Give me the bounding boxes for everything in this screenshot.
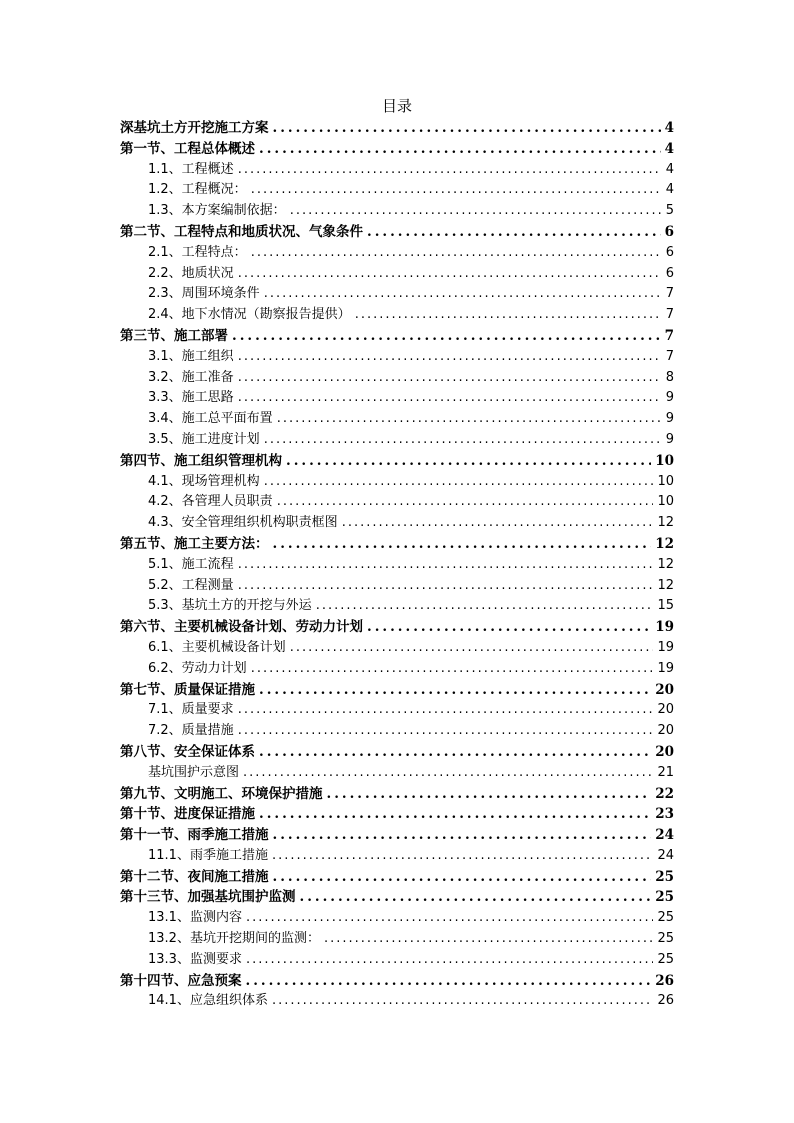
- toc-entry-title: 第十三节、加强基坑围护监测: [120, 889, 296, 906]
- toc-subsection-entry[interactable]: [120, 201, 674, 222]
- toc-dot-leader: [238, 576, 654, 597]
- toc-entry-title: 第二节、工程特点和地质状况、气象条件: [120, 223, 363, 240]
- toc-dot-leader: [232, 326, 661, 347]
- toc-page-number: 20: [655, 681, 674, 698]
- toc-entry-title: 第一节、工程总体概述: [120, 140, 255, 157]
- toc-page-number: 19: [657, 660, 674, 676]
- toc-subsection-entry[interactable]: [120, 180, 674, 201]
- toc-subsection-entry[interactable]: [120, 264, 674, 285]
- toc-dot-leader: [342, 513, 654, 534]
- toc-entry-title: 2.3、周围环境条件: [148, 286, 260, 302]
- toc-section-entry[interactable]: [120, 867, 674, 888]
- toc-entry-title: 3.3、施工思路: [148, 390, 234, 406]
- toc-dot-leader: [251, 243, 662, 264]
- toc-page-number: 20: [657, 702, 674, 718]
- toc-entry-title: 2.1、工程特点：: [148, 244, 247, 260]
- toc-page-number: 4: [665, 182, 674, 198]
- toc-entry-title: 第七节、质量保证措施: [120, 681, 255, 698]
- toc-section-entry[interactable]: [120, 742, 674, 763]
- toc-dot-leader: [259, 680, 651, 701]
- toc-page-number: 9: [665, 390, 674, 406]
- toc-page-number: 12: [655, 535, 674, 552]
- toc-dot-leader: [259, 139, 661, 160]
- toc-dot-leader: [290, 201, 662, 222]
- toc-page-number: 21: [657, 764, 674, 780]
- toc-subsection-entry[interactable]: [120, 347, 674, 368]
- toc-section-entry[interactable]: [120, 326, 674, 347]
- toc-subsection-entry[interactable]: [120, 929, 674, 950]
- toc-page-number: 20: [655, 743, 674, 760]
- toc-dot-leader: [277, 409, 662, 430]
- toc-dot-leader: [316, 596, 654, 617]
- toc-dot-leader: [272, 991, 654, 1012]
- table-of-contents: [120, 118, 674, 1012]
- toc-section-entry[interactable]: [120, 680, 674, 701]
- toc-entry-title: 深基坑土方开挖施工方案: [120, 120, 269, 136]
- toc-entry-title: 第十节、进度保证措施: [120, 806, 255, 823]
- toc-section-entry[interactable]: [120, 617, 674, 638]
- toc-section-entry[interactable]: [120, 222, 674, 243]
- toc-dot-leader: [272, 846, 654, 867]
- toc-section-entry[interactable]: [120, 825, 674, 846]
- toc-subsection-entry[interactable]: [120, 908, 674, 929]
- toc-dot-leader: [367, 222, 661, 243]
- toc-page-number: 25: [655, 868, 674, 885]
- toc-dot-leader: [246, 950, 654, 971]
- toc-dot-leader: [324, 929, 654, 950]
- toc-dot-leader: [246, 908, 654, 929]
- toc-page-number: 25: [657, 910, 674, 926]
- toc-page-number: 12: [657, 577, 674, 593]
- toc-entry-title: 6.2、劳动力计划: [148, 660, 247, 676]
- toc-section-entry[interactable]: [120, 887, 674, 908]
- toc-entry-title: 第四节、施工组织管理机构: [120, 452, 282, 469]
- toc-subsection-entry[interactable]: [120, 368, 674, 389]
- toc-entry-title: 第九节、文明施工、环境保护措施: [120, 785, 323, 802]
- toc-subsection-entry[interactable]: [120, 160, 674, 181]
- toc-page-number: 7: [665, 348, 674, 364]
- toc-page-number: 12: [657, 556, 674, 572]
- toc-page-number: 12: [657, 515, 674, 531]
- toc-dot-leader: [238, 264, 662, 285]
- toc-page-number: 5: [665, 203, 674, 219]
- toc-dot-leader: [327, 784, 652, 805]
- toc-page-number: 4: [664, 120, 674, 136]
- toc-entry-title: 第六节、主要机械设备计划、劳动力计划: [120, 619, 363, 636]
- toc-page-number: 24: [657, 847, 674, 863]
- toc-section-entry[interactable]: [120, 804, 674, 825]
- toc-page-number: 8: [665, 369, 674, 385]
- toc-page-number: 24: [655, 827, 674, 844]
- toc-dot-leader: [238, 368, 662, 389]
- toc-subsection-entry[interactable]: [120, 513, 674, 534]
- toc-subsection-entry[interactable]: [120, 409, 674, 430]
- toc-entry-title: 第十四节、应急预案: [120, 972, 242, 989]
- toc-subsection-entry[interactable]: [120, 492, 674, 513]
- toc-entry-title: 6.1、主要机械设备计划: [148, 639, 286, 655]
- toc-subsection-entry[interactable]: [120, 700, 674, 721]
- toc-dot-leader: [246, 971, 652, 992]
- toc-subsection-entry[interactable]: [120, 472, 674, 493]
- toc-entry-title: 1.2、工程概况：: [148, 182, 247, 198]
- toc-page-number: 25: [655, 889, 674, 906]
- toc-dot-leader: [251, 659, 654, 680]
- toc-subsection-entry[interactable]: [120, 305, 674, 326]
- toc-dot-leader: [286, 451, 651, 472]
- toc-page-number: 9: [665, 431, 674, 447]
- toc-dot-leader: [238, 160, 662, 181]
- toc-dot-leader: [238, 388, 662, 409]
- toc-entry-title: 3.5、施工进度计划: [148, 431, 260, 447]
- toc-entry-title: 3.2、施工准备: [148, 369, 234, 385]
- toc-page-number: 19: [657, 639, 674, 655]
- toc-page-number: 6: [665, 265, 674, 281]
- toc-dot-leader: [277, 492, 654, 513]
- toc-subsection-entry[interactable]: [120, 721, 674, 742]
- toc-entry-title: 3.1、施工组织: [148, 348, 234, 364]
- toc-entry-title: 2.4、地下水情况（勘察报告提供）: [148, 307, 351, 323]
- toc-entry-title: 4.2、各管理人员职责: [148, 494, 273, 510]
- toc-page-number: 15: [657, 598, 674, 614]
- toc-page-number: 7: [665, 286, 674, 302]
- toc-section-entry[interactable]: [120, 534, 674, 555]
- toc-dot-leader: [238, 555, 654, 576]
- toc-section-entry[interactable]: [120, 784, 674, 805]
- toc-dot-leader: [264, 284, 662, 305]
- toc-entry-title: 第五节、施工主要方法：: [120, 535, 269, 552]
- toc-page-number: 25: [657, 931, 674, 947]
- toc-subsection-entry[interactable]: [120, 555, 674, 576]
- toc-dot-leader: [264, 472, 654, 493]
- toc-entry-title: 第三节、施工部署: [120, 327, 228, 344]
- toc-entry-title: 第十二节、夜间施工措施: [120, 868, 269, 885]
- toc-entry-title: 5.3、基坑土方的开挖与外运: [148, 598, 312, 614]
- toc-page-number: 26: [657, 993, 674, 1009]
- toc-dot-leader: [367, 617, 651, 638]
- toc-section-entry[interactable]: [120, 139, 674, 160]
- toc-dot-leader: [273, 534, 652, 555]
- toc-subsection-entry[interactable]: [120, 430, 674, 451]
- toc-subsection-entry[interactable]: [120, 284, 674, 305]
- toc-subsection-entry[interactable]: [120, 388, 674, 409]
- toc-page-number: 10: [657, 494, 674, 510]
- toc-entry-title: 3.4、施工总平面布置: [148, 411, 273, 427]
- toc-page-number: 20: [657, 723, 674, 739]
- toc-dot-leader: [355, 305, 662, 326]
- toc-subsection-entry[interactable]: [120, 991, 674, 1012]
- toc-entry-title: 7.1、质量要求: [148, 702, 234, 718]
- toc-subsection-entry[interactable]: [120, 763, 674, 784]
- toc-entry-title: 5.2、工程测量: [148, 577, 234, 593]
- toc-page-number: 4: [664, 140, 674, 157]
- toc-subsection-entry[interactable]: [120, 576, 674, 597]
- toc-dot-leader: [251, 180, 662, 201]
- toc-entry-title: 13.3、监测要求: [148, 951, 242, 967]
- page-title: 目录: [381, 97, 412, 115]
- toc-subsection-entry[interactable]: [120, 638, 674, 659]
- toc-dot-leader: [259, 742, 651, 763]
- toc-dot-leader: [238, 347, 662, 368]
- toc-subsection-entry[interactable]: [120, 243, 674, 264]
- toc-entry-title: 基坑围护示意图: [148, 764, 240, 780]
- toc-page-number: 10: [655, 452, 674, 469]
- toc-page-number: 9: [665, 411, 674, 427]
- toc-page-number: 6: [665, 244, 674, 260]
- toc-entry-title: 13.1、监测内容: [148, 910, 242, 926]
- toc-subsection-entry[interactable]: [120, 846, 674, 867]
- toc-entry-title: 5.1、施工流程: [148, 556, 234, 572]
- toc-page-number: 6: [664, 223, 674, 240]
- toc-page-number: 19: [655, 619, 674, 636]
- toc-dot-leader: [238, 700, 654, 721]
- toc-page-number: 25: [657, 951, 674, 967]
- toc-section-entry[interactable]: [120, 451, 674, 472]
- toc-entry-title: 2.2、地质状况: [148, 265, 234, 281]
- toc-entry-title: 11.1、雨季施工措施: [148, 847, 268, 863]
- toc-entry-title: 4.3、安全管理组织机构职责框图: [148, 515, 338, 531]
- toc-dot-leader: [264, 430, 662, 451]
- toc-entry-title: 14.1、应急组织体系: [148, 993, 268, 1009]
- toc-page-number: 7: [664, 327, 674, 344]
- toc-dot-leader: [300, 887, 652, 908]
- toc-dot-leader: [273, 867, 652, 888]
- toc-entry-title: 7.2、质量措施: [148, 723, 234, 739]
- toc-dot-leader: [273, 825, 652, 846]
- toc-page-number: 22: [655, 785, 674, 802]
- toc-dot-leader: [273, 118, 661, 139]
- toc-dot-leader: [238, 721, 654, 742]
- toc-entry-title: 第十一节、雨季施工措施: [120, 827, 269, 844]
- toc-dot-leader: [290, 638, 654, 659]
- toc-entry-title: 13.2、基坑开挖期间的监测：: [148, 931, 320, 947]
- toc-page-number: 26: [655, 972, 674, 989]
- toc-subsection-entry[interactable]: [120, 950, 674, 971]
- toc-subsection-entry[interactable]: [120, 659, 674, 680]
- toc-entry-title: 1.3、本方案编制依据：: [148, 203, 286, 219]
- toc-section-entry[interactable]: [120, 118, 674, 139]
- toc-entry-title: 1.1、工程概述: [148, 161, 234, 177]
- toc-dot-leader: [259, 804, 651, 825]
- toc-section-entry[interactable]: [120, 971, 674, 992]
- toc-entry-title: 第八节、安全保证体系: [120, 743, 255, 760]
- toc-dot-leader: [243, 763, 653, 784]
- toc-subsection-entry[interactable]: [120, 596, 674, 617]
- toc-page-number: 4: [665, 161, 674, 177]
- toc-page-number: 23: [655, 806, 674, 823]
- toc-entry-title: 4.1、现场管理机构: [148, 473, 260, 489]
- toc-page-number: 7: [665, 307, 674, 323]
- toc-page-number: 10: [657, 473, 674, 489]
